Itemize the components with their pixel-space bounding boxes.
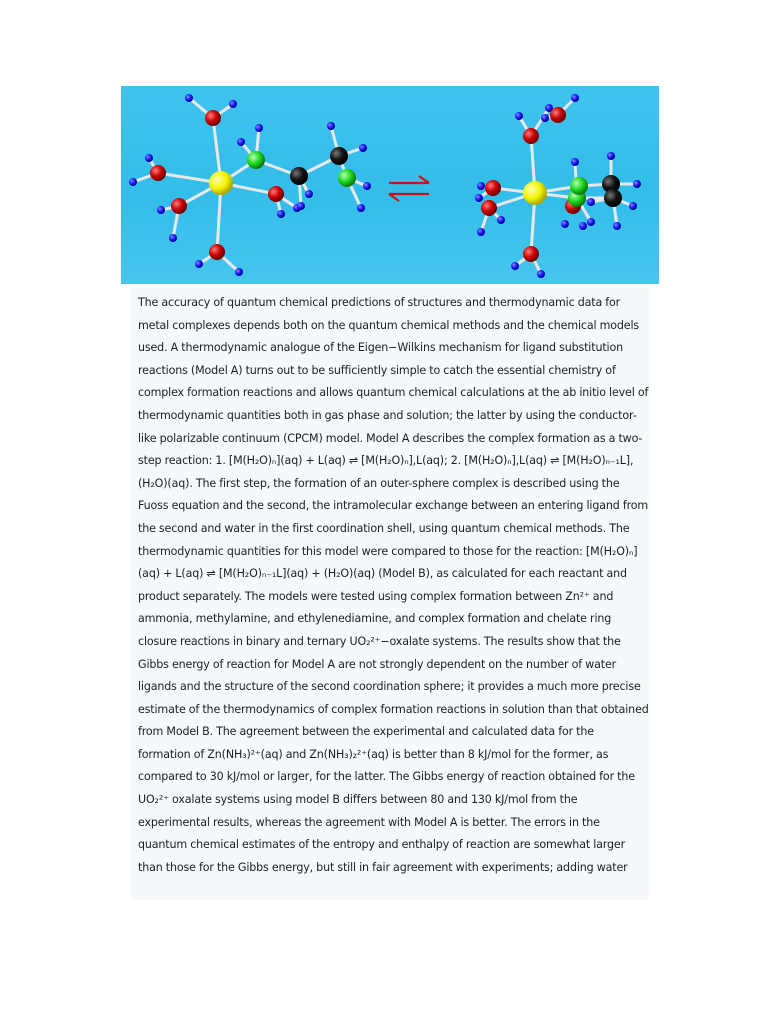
molecule-equilibrium-icon (121, 86, 659, 284)
abstract-panel (131, 288, 649, 900)
hydrogen-atom (185, 94, 193, 102)
hydrogen-atom (511, 262, 519, 270)
oxygen-atom (550, 107, 566, 123)
nitrogen-atom (570, 177, 588, 195)
hydrogen-atom (537, 270, 545, 278)
hydrogen-atom (195, 260, 203, 268)
hydrogen-atom (629, 202, 637, 210)
hydrogen-atom (363, 182, 371, 190)
hydrogen-atom (633, 180, 641, 188)
equilibrium-arrow-icon (389, 176, 429, 201)
metal-atom (523, 181, 547, 205)
hydrogen-atom (587, 198, 595, 206)
hydrogen-atom (297, 202, 305, 210)
hydrogen-atom (235, 268, 243, 276)
hydrogen-atom (515, 112, 523, 120)
hydrogen-atom (607, 152, 615, 160)
oxygen-atom (171, 198, 187, 214)
oxygen-atom (205, 110, 221, 126)
oxygen-atom (523, 246, 539, 262)
hydrogen-atom (477, 182, 485, 190)
hydrogen-atom (327, 122, 335, 130)
oxygen-atom (209, 244, 225, 260)
nitrogen-atom (338, 169, 356, 187)
hydrogen-atom (587, 218, 595, 226)
oxygen-atom (150, 165, 166, 181)
oxygen-atom (268, 186, 284, 202)
hydrogen-atom (229, 100, 237, 108)
hydrogen-atom (477, 228, 485, 236)
nitrogen-atom (247, 151, 265, 169)
oxygen-atom (481, 200, 497, 216)
hydrogen-atom (129, 178, 137, 186)
carbon-atom (330, 147, 348, 165)
hydrogen-atom (561, 220, 569, 228)
hydrogen-atom (305, 190, 313, 198)
hydrogen-atom (255, 124, 263, 132)
molecule-figure (121, 86, 659, 284)
hydrogen-atom (169, 234, 177, 242)
hydrogen-atom (475, 194, 483, 202)
hydrogen-atom (571, 158, 579, 166)
hydrogen-atom (571, 94, 579, 102)
hydrogen-atom (541, 114, 549, 122)
oxygen-atom (485, 180, 501, 196)
hydrogen-atom (579, 222, 587, 230)
molecule-atoms (129, 94, 641, 278)
carbon-atom (290, 167, 308, 185)
hydrogen-atom (497, 216, 505, 224)
hydrogen-atom (157, 206, 165, 214)
hydrogen-atom (277, 210, 285, 218)
abstract-text: The accuracy of quantum chemical predictions of structures and thermodynamic data for metal complexes depends both on the quantum chemical methods and the chemical models used. A thermodynamic analogue of the Eigen−Wilkins mechanism for ligand substitution reactions (Model A) turns out to be sufficiently simple to catch the essential chemistry of complex formation reactions and allows quantum chemical calculations at the ab initio level of thermodynamic quantities both in gas phase and solution; the latter by using the conductor-like polarizable continuum (CPCM) model. Model A describes the complex formation as a two-step reaction: 1. [M(H₂O)ₙ](aq) + L(aq) ⇌ [M(H₂O)ₙ],L(aq); 2. [M(H₂O)ₙ],L(aq) ⇌ [M(H₂O)ₙ₋₁L],(H₂O)(aq). The first step, the formation of an outer-sphere complex is described using the Fuoss equation and the second, the intramolecular exchange between an entering ligand from the second and water in the first coordination shell, using quantum chemical methods. The thermodynamic quantities for this model were compared to those for the reaction: [M(H₂O)ₙ](aq) + L(aq) ⇌ [M(H₂O)ₙ₋₁L](aq) + (H₂O)(aq) (Model B), as calculated for each reactant and product separately. The models were tested using complex formation between Zn²⁺ and ammonia, methylamine, and ethylenediamine, and complex formation and chelate ring closure reactions in binary and ternary UO₂²⁺−oxalate systems. The results show that the Gibbs energy of reaction for Model A are not strongly dependent on the number of water ligands and the structure of the second coordination sphere; it provides a much more precise estimate of the thermodynamics of complex formation reactions in solution than that obtained from Model B. The agreement between the experimental and calculated data for the formation of Zn(NH₃)²⁺(aq) and Zn(NH₃)₂²⁺(aq) is better than 8 kJ/mol for the former, as compared to 30 kJ/mol or larger, for the latter. The Gibbs energy of reaction obtained for the UO₂²⁺ oxalate systems using model B differs between 80 and 130 kJ/mol from the experimental results, whereas the agreement with Model A is better. The errors in the quantum chemical estimates of the entropy and enthalpy of reaction are somewhat larger than those for the Gibbs energy, but still in fair agreement with experiments; adding water (138, 296, 649, 874)
metal-atom (209, 171, 233, 195)
hydrogen-atom (359, 144, 367, 152)
oxygen-atom (523, 128, 539, 144)
hydrogen-atom (145, 154, 153, 162)
hydrogen-atom (357, 204, 365, 212)
hydrogen-atom (237, 138, 245, 146)
carbon-atom (604, 189, 622, 207)
hydrogen-atom (613, 222, 621, 230)
